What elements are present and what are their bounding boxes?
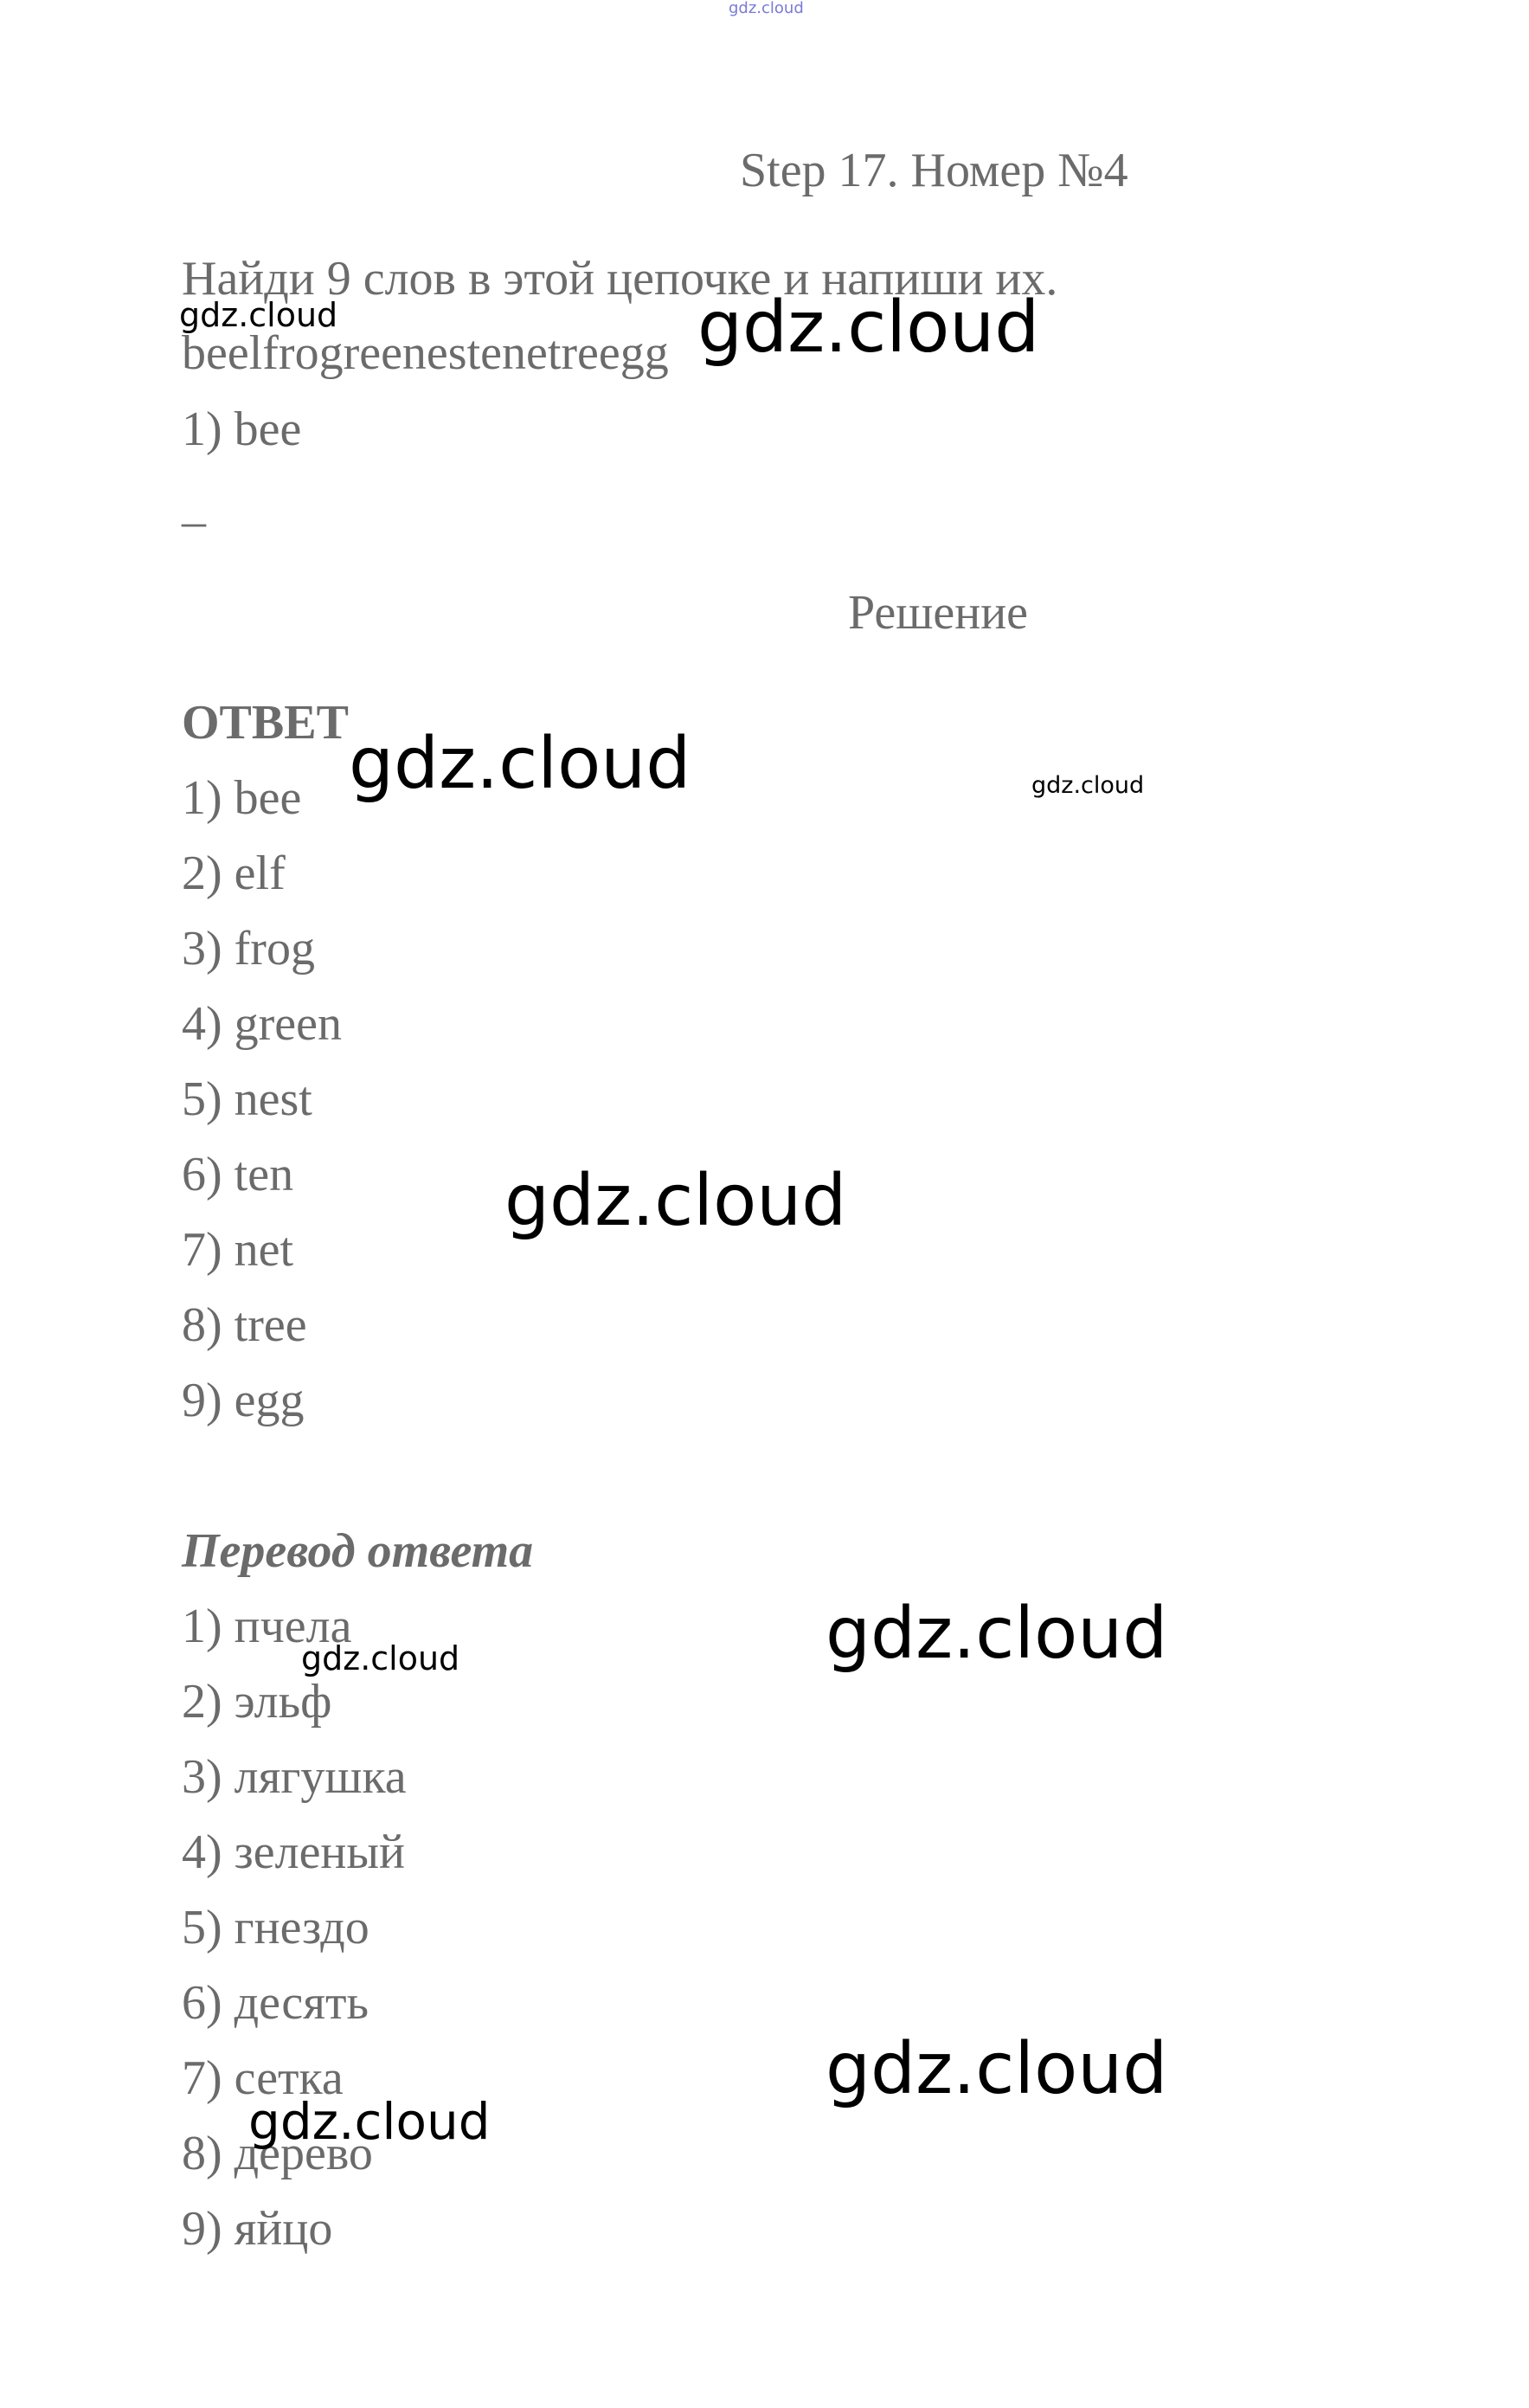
task-instruction: Найди 9 слов в этой цепочке и напиши их. xyxy=(182,252,1058,306)
translation-item: 5) гнездо xyxy=(182,1901,369,1954)
watermark: gdz.cloud xyxy=(179,296,338,334)
answer-item: 2) elf xyxy=(182,847,286,900)
translation-item: 8) дерево xyxy=(182,2127,373,2180)
page-title: Step 17. Номер №4 xyxy=(740,144,1128,197)
watermark: gdz.cloud xyxy=(349,723,691,805)
answer-list xyxy=(182,770,342,1448)
watermark: gdz.cloud xyxy=(301,1639,460,1677)
answer-item: 8) tree xyxy=(182,1298,307,1352)
translation-item: 7) сетка xyxy=(182,2051,344,2105)
watermark: gdz.cloud xyxy=(1031,772,1145,799)
example-answer: 1) bee xyxy=(182,402,302,456)
watermark: gdz.cloud xyxy=(248,2092,491,2151)
watermark: gdz.cloud xyxy=(504,1160,847,1242)
translation-heading: Перевод ответа xyxy=(182,1524,534,1578)
answer-item: 1) bee xyxy=(182,771,302,825)
translation-item: 4) зеленый xyxy=(182,1825,405,1879)
answer-item: 4) green xyxy=(182,997,343,1051)
translation-item: 1) пчела xyxy=(182,1600,352,1653)
answer-item: 3) frog xyxy=(182,922,315,975)
watermark: gdz.cloud xyxy=(826,1593,1168,1675)
translation-item: 6) десять xyxy=(182,1976,369,2030)
solution-label: Решение xyxy=(848,586,1029,640)
letter-chain: beelfrogreenestenetreegg xyxy=(182,326,669,380)
watermark: gdz.cloud xyxy=(826,2028,1168,2110)
translation-item: 3) лягушка xyxy=(182,1750,407,1804)
translation-list xyxy=(182,1599,407,2276)
answer-item: 5) nest xyxy=(182,1072,312,1126)
answer-item: 9) egg xyxy=(182,1374,305,1427)
dash-separator: – xyxy=(182,494,206,548)
translation-item: 9) яйцо xyxy=(182,2202,333,2256)
translation-item: 2) эльф xyxy=(182,1675,332,1729)
answer-item: 6) ten xyxy=(182,1148,294,1201)
watermark: gdz.cloud xyxy=(697,287,1040,369)
watermark: gdz.cloud xyxy=(729,0,804,17)
answer-item: 7) net xyxy=(182,1223,294,1277)
answer-heading: ОТВЕТ xyxy=(182,696,349,750)
